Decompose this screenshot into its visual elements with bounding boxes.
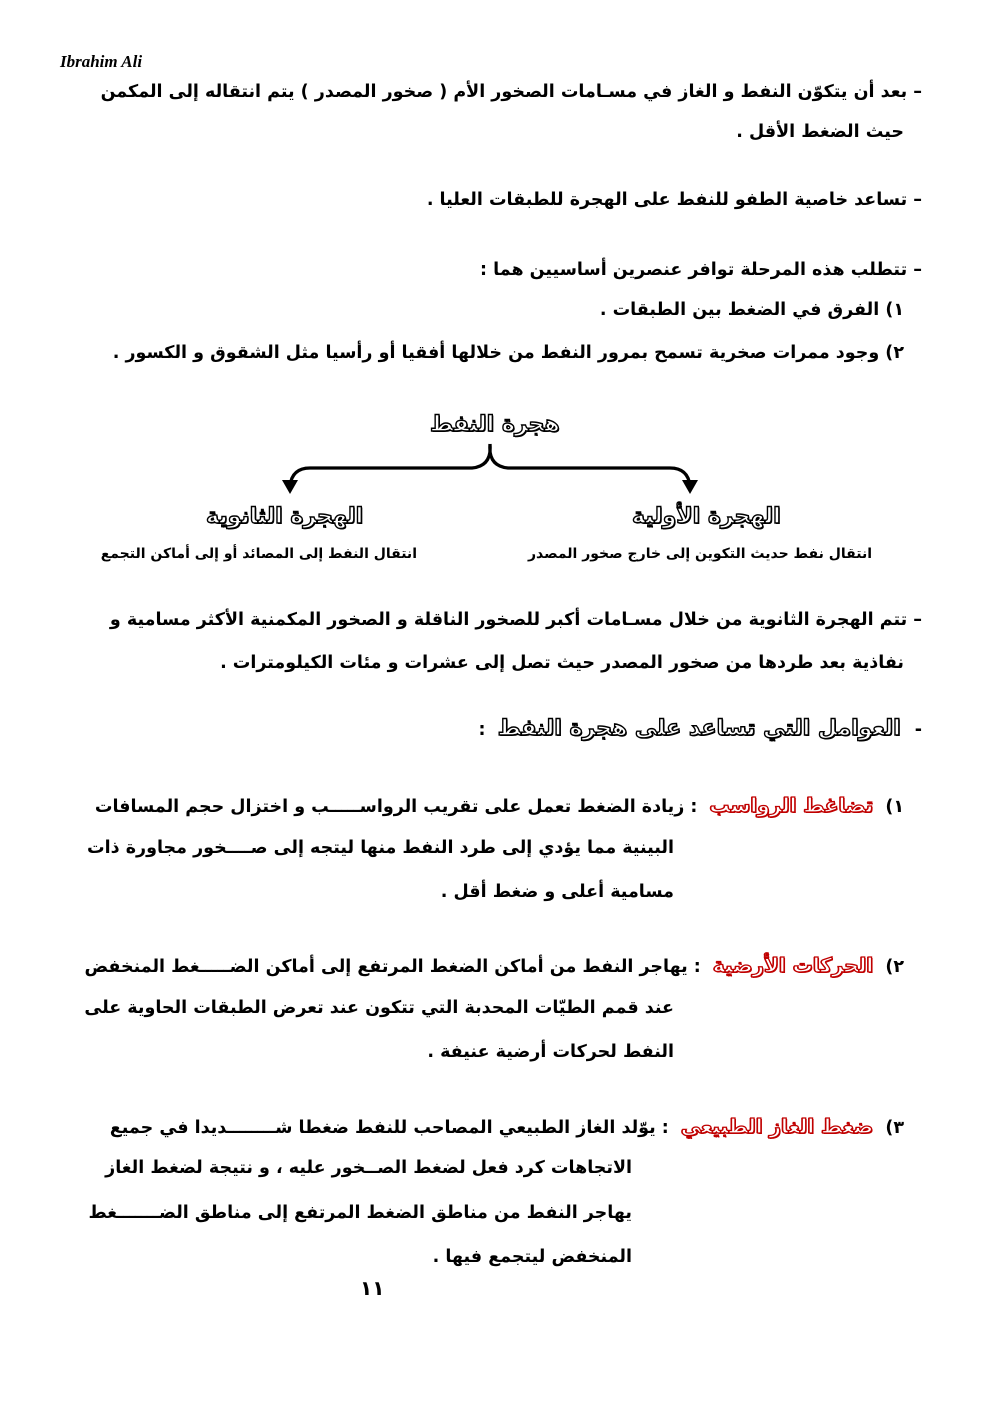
factor-2-text-1: : يهاجر النفط من أماكن الضغط المرتفع إلى أماكن الضـــــغط المنخفض (84, 957, 701, 977)
factor-1-number: ١) (885, 797, 904, 817)
factor-3-text-4: المنخفض ليتجمع فيها . (432, 1247, 632, 1267)
factor-3-text-2: الاتجاهات كرد فعل لضغط الصــخور عليه ، و نتيجة لضغط الغاز (105, 1158, 632, 1178)
factor-3-name: ضغط الغاز الطبيعي (680, 1114, 874, 1138)
factor-3-number: ٣) (885, 1118, 904, 1138)
factors-heading-title: العوامل التي تساعد على هجرة النفط (497, 716, 901, 741)
factor-1-text-3: مسامية أعلى و ضغط أقل . (440, 882, 674, 902)
factor-1-text-1: : زيادة الضغط تعمل على تقريب الرواســـــب و اختزال حجم المسافات (94, 797, 698, 817)
author-name: Ibrahim Ali (60, 52, 143, 71)
factor-1-line-1 (95, 795, 904, 817)
factor-3-text-3: يهاجر النفط من مناطق الضغط المرتفع إلى مناطق الضـــــــغط (88, 1203, 632, 1223)
secondary-para-line-2: نفاذية بعد طردها من صخور المصدر حيث تصل إلى عشرات و مئات الكيلومترات . (220, 653, 904, 673)
factor-2-text-2: عند قمم الطيّات المحدبة التي تتكون عند تعرض الطبقات الحاوية على (84, 998, 674, 1018)
secondary-para-line-1: – تتم الهجرة الثانوية من خلال مسـامات أكبر للصخور الناقلة و الصخور المكمنية الأكثر مسامية و (109, 610, 922, 630)
factors-heading-dash: - (914, 720, 922, 740)
factor-2-text-3: النفط لحركات أرضية عنيفة . (427, 1042, 674, 1062)
intro-line-1: – بعد أن يتكوّن النفط و الغاز في مسـامات الصخور الأم ( صخور المصدر ) يتم انتقاله إلى المكمن (100, 82, 922, 102)
factor-2-line-1 (85, 955, 904, 977)
diagram-title: هجرة النفط (430, 412, 560, 437)
factor-2-name: الحركات الأرضية (712, 953, 874, 977)
page-number: ١١ (360, 1276, 385, 1300)
factor-3-line-1 (110, 1116, 904, 1138)
primary-migration-desc: انتقال نفط حديث التكوين إلى خارج صخور المصدر (527, 546, 872, 562)
primary-migration-title: الهجرة الأولية (632, 504, 781, 529)
factor-2-number: ٢) (885, 957, 904, 977)
intro-requirements: – تتطلب هذه المرحلة توافر عنصرين أساسيين هما : (480, 260, 922, 280)
factors-heading-colon: : (478, 720, 486, 740)
requirement-item-2: ٢) وجود ممرات صخرية تسمح بمرور النفط من خلالها أفقيا أو رأسيا مثل الشقوق و الكسور . (112, 343, 904, 363)
intro-buoyancy: – تساعد خاصية الطفو للنفط على الهجرة للطبقات العليا . (426, 190, 922, 210)
factor-1-text-2: البينية مما يؤدي إلى طرد النفط منها ليتجه إلى صــــخور مجاورة ذات (87, 838, 674, 858)
secondary-migration-title: الهجرة الثانوية (206, 504, 364, 529)
factors-heading (479, 718, 922, 740)
factor-1-name: تضاغط الرواسب (709, 793, 874, 817)
factor-3-text-1: : يوّلد الغاز الطبيعي المصاحب للنفط ضغطا شــــــــديدا في جميع (109, 1118, 669, 1138)
intro-line-2: حيث الضغط الأقل . (736, 122, 904, 142)
branch-brace (270, 440, 710, 496)
requirement-item-1: ١) الفرق في الضغط بين الطبقات . (599, 300, 904, 320)
secondary-migration-desc: انتقال النفط إلى المصائد أو إلى أماكن التجمع (100, 546, 417, 562)
